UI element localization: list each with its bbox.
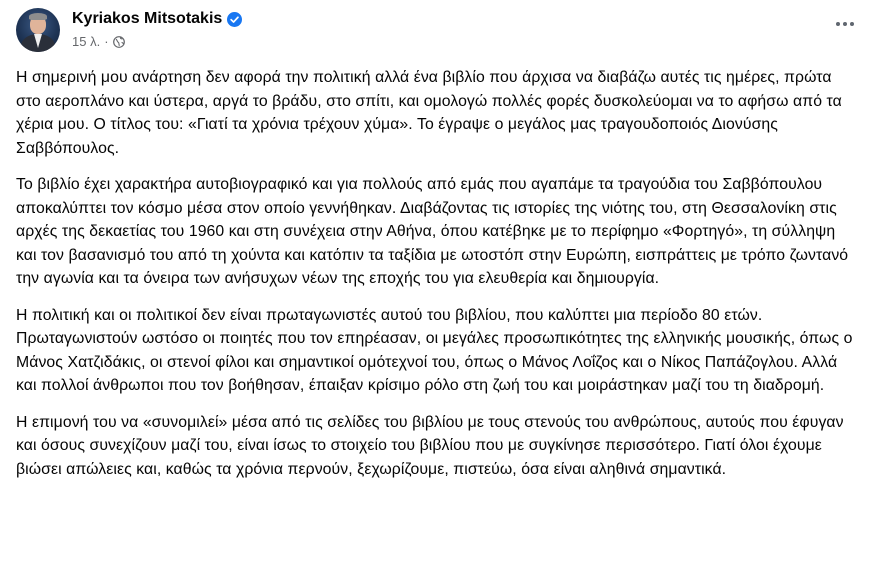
globe-icon[interactable] <box>113 36 125 48</box>
post-header <box>12 8 872 56</box>
author-name[interactable]: Kyriakos Mitsotakis <box>72 10 223 27</box>
more-options-icon[interactable] <box>830 12 860 36</box>
author-avatar[interactable] <box>16 8 60 52</box>
more-dot <box>843 22 847 26</box>
more-dot <box>836 22 840 26</box>
post-paragraph: Το βιβλίο έχει χαρακτήρα αυτοβιογραφικό και για πολλούς από εμάς που αγαπάμε τα τραγούδια του Σαββόπουλου αποκαλύπτει τον κόσμο μέσα στον οποίο γεννήθηκαν. Διαβάζοντας τις ιστορίες της νιότης του, στη Θεσσαλονίκη στις αρχές της δεκαετίας του 1960 και στη συνέχεια στην Αθήνα, όπου κατέβηκε με το περίφημο «Φορτηγό», τη σύλληψη και τον βασανισμό του από τη χούντα και κατόπιν τα ταξίδια με ωτοστόπ στην Ευρώπη, εισπράττεις με τρόπο ζωντανό την αγωνία και τα όνειρα των ανήσυχων νέων της εποχής του για ελευθερία και δημιουργία. <box>16 176 849 287</box>
more-dot <box>850 22 854 26</box>
post-paragraph: Η επιμονή του να «συνομιλεί» μέσα από τις σελίδες του βιβλίου με τους στενούς του ανθρώπους, αυτούς που έφυγαν και όσους συνεχίζουν μαζί του, είναι ίσως το στοιχείο του βιβλίου που με συγκίνησε περισσότερο. Γιατί όλοι έχουμε βιώσει απώλειες και, καθώς τα χρόνια περνούν, ξεχωρίζουμε, πιστεύω, όσα είναι αληθινά σημαντικά. <box>16 413 844 478</box>
post-meta <box>72 34 125 49</box>
post-timestamp[interactable]: 15 λ. <box>72 34 101 49</box>
verified-badge-icon <box>227 12 242 27</box>
post-body <box>16 66 860 494</box>
meta-separator: · <box>104 34 109 49</box>
post-paragraph: Η πολιτική και οι πολιτικοί δεν είναι πρωταγωνιστές αυτού του βιβλίου, που καλύπτει μια περίοδο 80 ετών. Πρωταγωνιστούν ωστόσο οι ποιητές που τον επηρέασαν, οι μεγάλες προσωπικότητες της ελληνικής μουσικής, όπως ο Μάνος Χατζιδάκις, οι στενοί φίλοι και σημαντικοί ομότεχνοί του, όπως ο Μάνος Λοΐζος και ο Νίκος Παπάζογλου. Αλλά και πολλοί άνθρωποι που τον βοήθησαν, έπαιξαν κρίσιμο ρόλο στη ζωή του και μοιράστηκαν μαζί του τη διαδρομή. <box>16 306 853 394</box>
author-name-row <box>72 10 242 28</box>
avatar-hair-shape <box>29 13 47 20</box>
post-paragraph: Η σημερινή μου ανάρτηση δεν αφορά την πολιτική αλλά ένα βιβλίο που άρχισα να διαβάζω αυτές τις ημέρες, πρώτα στο αεροπλάνο και ύστερα, αργά το βράδυ, στο σπίτι, και ομολογώ πολλές φορές δυσκολεύομαι να το αφήσω από τα χέρια μου. Ο τίτλος του: «Γιατί τα χρόνια τρέχουν χύμα». Το έγραψε ο μεγάλος μας τραγουδοποιός Διονύσης Σαββόπουλος. <box>16 69 842 157</box>
